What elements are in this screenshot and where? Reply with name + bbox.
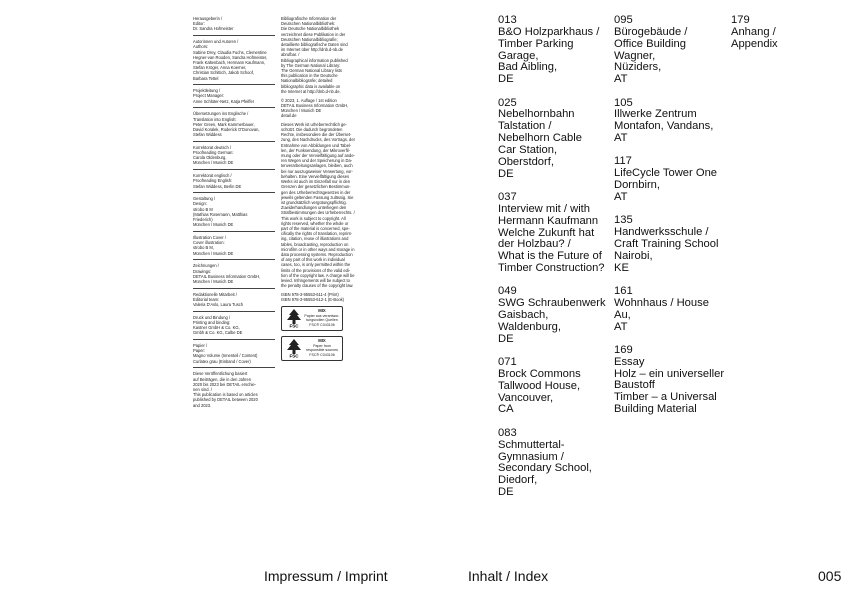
index-entry-title-line: Garage, [498,49,539,62]
imprint-line: Stefan Kröger, Anna Koerner, [193,65,247,71]
index-entry-title-line: Craft Training School [614,238,719,250]
index-entry-title-line: Tallwood House, [498,379,581,392]
index-entry-title-line: AT [614,190,628,203]
imprint-line: Deutschen Nationalbibliografie; [281,36,338,42]
index-page-number: 179 [731,14,750,26]
index-entry-title-line: Au, [614,308,631,321]
fsc-code: FSC® C043106 [309,352,335,357]
index-entry-title-line: Brock Commons [498,367,581,380]
imprint-line: The German National Library lists [281,68,342,74]
footer-index-label: Inhalt / Index [468,568,549,584]
imprint-line: Barbara Tettel [193,75,219,81]
imprint-line: Zeichnungen / [193,263,219,269]
imprint-line: published by DETAIL between 2020 [193,397,258,403]
index-entry [498,15,610,86]
index-entry-title-line: Welche Zukunft hat [498,226,595,239]
fsc-tree-icon [284,338,304,358]
index-entry [498,428,610,499]
imprint-line: Dr. Sandra Hofmeister [193,26,234,32]
imprint-line: jeweils geltenden Fassung zulässig. Sie [281,194,354,200]
fsc-label: MIX [318,338,326,344]
imprint-block [193,196,275,227]
divider [193,311,275,312]
imprint-line: detail.de [281,113,297,119]
index-entry-title-line: Nairobi, [614,249,653,262]
imprint-line: Carola Oldenburg, [193,155,227,161]
imprint-line: Rechte, insbesondere die der Überset- [281,132,352,138]
index-entry [614,98,726,145]
imprint-line: (Mathias Rosemann, Matthias [193,211,248,217]
imprint-line: ren Wegen und der Speicherung in Da- [281,158,353,164]
imprint-block [281,122,367,289]
index-entry-title-line: Waldenburg, [498,320,562,333]
imprint-block [281,16,367,94]
imprint-line: Kastner GmbH & Co. KG, [193,325,240,331]
imprint-line: München / Munich DE [193,222,234,228]
index-entry-title-line: LifeCycle Tower One [614,167,718,180]
fsc-badge [281,336,343,361]
imprint-line: Drawings: [193,268,212,274]
index-entry-title-line: CA [498,403,514,416]
imprint-line: Deutschen Nationalbibliothek: [281,21,336,27]
fsc-label: MIX [318,308,326,314]
index-entry-title-line: Nüziders, [614,61,662,74]
imprint-line: schützt. Die dadurch begründeten [281,127,343,133]
imprint-line: detaillierte bibliografische Daten sind [281,42,348,48]
imprint-line: Gmbh & Co. KG, Calbe DE [193,330,243,336]
imprint-line: bibliographic data is available on [281,83,341,89]
index-entry [498,192,610,275]
imprint-line: Herausgeberin / [193,16,223,21]
svg-text:FSC: FSC [289,353,299,359]
imprint-line: Stefan Widdess, Berlin DE [193,183,242,189]
imprint-line: Printing and binding: [193,319,231,325]
imprint-line: Redaktionelle Mitarbeit / [193,291,237,297]
index-entry-title-line: Nebelhorn Cable [498,132,582,145]
imprint-line: nen sind. / [193,386,212,392]
imprint-line: cases, too, is only permitted within the [281,262,351,268]
imprint-line: Korrektorat deutsch / [193,144,231,150]
fsc-tree-icon [284,308,304,328]
index-entry-title-line: Baustoff [614,379,655,392]
imprint-line: © 2023, 1. Auflage / 1st edition [281,97,337,103]
imprint-line: Hegner-van Rooden, Sandra Hofmeister, [193,54,268,60]
index-entry-title-line: SWG Schraubenwerk [498,297,606,310]
index-entry-title-line: Talstation / [498,120,552,133]
index-entry [498,98,610,181]
divider [193,169,275,170]
imprint-line: strobo B M [193,206,213,212]
imprint-line: rights reserved, whether the whole or [281,220,349,226]
divider [193,339,275,340]
imprint-block [193,145,275,166]
index-entry-title-line: AT [614,73,628,86]
divider [193,107,275,108]
imprint-line: 2020 bis 2023 bei DETAIL erschie- [193,381,257,387]
imprint-block [193,292,275,308]
imprint-line: gen des Urheberrechtsgesetzes in der [281,189,351,195]
imprint-line: microfilm or in other ways and storage in [281,246,355,252]
index-entry-title-line: Essay [614,355,645,368]
imprint-line: of any part of this work in individual [281,257,345,263]
imprint-line: and 2023. [193,402,212,408]
imprint-block [193,111,275,137]
index-column-2 [614,15,726,427]
divider [193,192,275,193]
imprint-line: Bibliographical information published [281,57,348,63]
index-entry-title-line: Gymnasium / [498,450,564,463]
index-entry [498,286,610,345]
index-entry-title-line: Handwerksschule / [614,226,709,239]
imprint-line: abrufbar. / [281,52,300,58]
fsc-line2: tungsvollen Quellen [306,318,338,323]
svg-text:FSC: FSC [289,323,299,329]
index-entry-title-line: Bürogebäude / [614,25,688,38]
index-page-number: 117 [614,155,632,168]
index-entry-title-line: DE [498,167,514,180]
index-entry-title-line: KE [614,261,629,274]
index-entry-title-line: Illwerke Zentrum [614,108,697,121]
index-entry [614,215,726,274]
imprint-line: Gestaltung / [193,196,216,202]
imprint-line: Magno Volume (Innenteil / Content) [193,353,258,359]
index-entry-title-line: AT [614,132,628,145]
imprint-line: ing, citation, reuse of illustrations and [281,236,349,242]
fsc-line2: responsible sources [306,348,338,353]
index-page-number: 161 [614,285,633,298]
index-page-number: 083 [498,426,517,439]
imprint-line: München / Munich DE [193,278,234,284]
imprint-line: Curlatex grau (Einband / Cover) [193,358,251,364]
imprint-line: Autorinnen und Autoren / [193,39,239,45]
imprint-line: Nationalbibliografie; detailed [281,78,333,84]
imprint-block [193,173,275,189]
imprint-line: behalten. Eine Vervielfältigung dieses [281,173,350,179]
imprint-line: by The German National Library: [281,62,341,68]
imprint-line: Peter Green, Mark Kammerbauer, [193,121,255,127]
imprint-line: Bibliografische Information der [281,16,337,21]
imprint-block [193,88,275,104]
imprint-line: Die Deutsche Nationalbibliothek [281,26,340,32]
fsc-line1: Paper from [313,343,331,348]
imprint-line: Design: [193,201,207,207]
imprint-line: mung oder der Vervielfältigung auf ande- [281,153,355,159]
index-entry-title-line: Holz – ein universeller [614,367,725,380]
index-entry-title-line: Timber Construction? [498,262,605,275]
index-page-number: 071 [498,356,517,369]
imprint-line: Christian Schittich, Jakob Schoof, [193,70,254,76]
imprint-line: Project Manager: [193,93,225,99]
imprint-line: im Internet über http://dnb.d-nb.de [281,47,343,53]
index-entry-title-line: der Holzbau? / [498,238,571,251]
imprint-line: David Koralek, Roderick O'Donovan, [193,126,260,132]
imprint-line: DETAIL Business Information GmbH, [193,273,261,279]
fsc-badge [281,306,343,331]
divider [193,84,275,85]
imprint-line: the Internet at http://dnb.d-nb.de. [281,88,341,94]
imprint-block [193,371,275,407]
index-entry-title-line: Wagner, [614,49,656,62]
index-page-number: 105 [614,96,633,109]
divider [193,367,275,368]
imprint-line: München / Munich DE [193,250,234,256]
index-page-number: 025 [498,96,517,109]
index-entry-title-line: Bad Aibling, [498,61,558,74]
imprint-line: tenverarbeitungsanlagen, bleiben, auch [281,163,353,169]
imprint-line: len, der Funksendung, der Mikroverfil- [281,147,350,153]
index-entry-title-line: Schmuttertal- [498,438,565,451]
index-entry-title-line: Building Material [614,403,697,416]
imprint-line: zung, des Nachdrucks, des Vortrags, der [281,137,355,143]
index-entry-title-line: Hermann Kaufmann [498,214,599,227]
imprint-line: ISBN 978-3-95553-612-1 (E-Book) [281,297,345,303]
index-entry-title-line: Secondary School, [498,462,592,475]
imprint-line: Korrektorat englisch / [193,173,232,179]
imprint-line: Cover illustration: [193,240,225,246]
index-entry-title-line: DE [498,73,514,86]
imprint-line: strobo B M, [193,245,214,251]
imprint-left-column [193,16,275,411]
divider [193,141,275,142]
imprint-line: data processing systems. Reproduction [281,251,353,257]
index-entry [614,156,726,203]
imprint-line: tion of the copyright law. A charge will be [281,272,355,278]
index-entry-title-line: Timber Parking [498,37,574,50]
imprint-line: München / Munich DE [281,107,322,113]
fsc-text [304,309,340,327]
imprint-line: Valeria D'Aslo, Laura Tusch [193,302,244,308]
index-entry [614,345,726,416]
divider [193,259,275,260]
imprint-line: Dieses Werk ist urheberrechtlich ge- [281,121,347,127]
index-column-1 [498,15,610,510]
imprint-block [193,343,275,364]
imprint-line: Editorial team: [193,296,220,302]
imprint-line: Proofreading English: [193,178,233,184]
imprint-block [193,315,275,336]
imprint-line: Druck und Bindung / [193,314,231,320]
imprint-line: Editor: [193,21,205,27]
imprint-line: München / Munich DE [193,160,234,166]
imprint-line: Anne Schlüter-Netz, Katja Pfeiffer [193,98,255,104]
imprint-line: bei nur auszugsweiser Verwertung, vor- [281,168,353,174]
fsc-line1: Papier aus verantwor- [304,313,340,318]
imprint-line: levied. Infringements will be subject to [281,277,350,283]
imprint-line: tables, broadcasting, reproduction on [281,241,349,247]
imprint-line: Strafbestimmungen des Urheberrechts. / [281,210,355,216]
index-page-number: 135 [614,214,633,227]
imprint-line: Diese Veröffentlichung basiert [193,371,248,377]
fsc-text [304,339,340,357]
imprint-line: Zuwiderhandlungen unterliegen den [281,205,347,211]
index-page-number: 049 [498,285,517,298]
index-entry-title-line: Oberstdorf, [498,155,554,168]
index-entry [731,15,791,51]
index-entry-title-line: Timber – a Universal [614,391,717,404]
index-entry [614,15,726,86]
index-entry-title-line: Vancouver, [498,391,554,404]
imprint-line: part of the material is concerned, spe- [281,225,350,231]
imprint-line: Übersetzungen ins Englische / [193,111,249,117]
imprint-block [193,263,275,284]
imprint-line: this publication in the Deutsche [281,73,338,79]
index-column-3 [731,15,791,62]
imprint-line: the penalty clauses of the copyright law. [281,283,354,289]
index-entry-title-line: Gaisbach, [498,309,549,322]
imprint-line: Friederich) [193,217,213,223]
imprint-line: verzeichnet diese Publikation in der [281,31,346,37]
imprint-line: ISBN 978-3-95553-611-4 (Print) [281,291,339,297]
imprint-line: Authors: [193,44,209,50]
imprint-line: auf Beiträgen, die in den Jahren [193,376,252,382]
imprint-line: Translation into English: [193,116,237,122]
imprint-line: Illustration Cover / [193,235,226,240]
index-entry [614,286,726,333]
imprint-block [193,235,275,256]
index-entry-title-line: Interview mit / with [498,202,591,215]
imprint-line: DETAIL Business Information GmbH, [281,102,349,108]
imprint-line: This work is subject to copyright. All [281,215,346,221]
imprint-line: Papier / [193,343,208,349]
index-entry-title-line: Car Station, [498,143,558,156]
imprint-line: limits of the provisions of the valid edi- [281,267,351,273]
index-page-number: 169 [614,343,633,356]
imprint-line: Stefan Widdess [193,132,222,138]
page-number: 005 [818,568,842,584]
index-entry [498,357,610,416]
imprint-line: cifically the rights of translation, reprint- [281,231,352,237]
imprint-block [193,16,275,32]
divider [193,288,275,289]
index-entry-title-line: What is the Future of [498,250,602,263]
index-entry-title-line: AT [614,320,628,333]
imprint-line: Grenzen der gesetzlichen Bestimmun- [281,184,351,190]
imprint-line: Frank Kaltenbach, Hermann Kaufmann, [193,59,266,65]
index-entry-title-line: Montafon, Vandans, [614,120,714,133]
imprint-line: Proofreading German: [193,150,234,156]
index-page-number: 095 [614,14,633,26]
imprint-block [193,39,275,81]
imprint-right-column [281,16,367,366]
index-page-number: 013 [498,14,517,26]
imprint-block [281,292,367,302]
fsc-code: FSC® C043106 [309,322,335,327]
index-entry-title-line: Appendix [731,37,778,50]
index-entry-title-line: DE [498,486,514,499]
index-entry-title-line: Wohnhaus / House [614,296,709,309]
index-entry-title-line: Diedorf, [498,474,538,487]
divider [193,231,275,232]
index-entry-title-line: DE [498,332,514,345]
imprint-line: Projektleitung / [193,88,221,94]
index-entry-title-line: Dornbirn, [614,179,661,192]
imprint-block [281,98,367,119]
imprint-line: This publication is based on articles [193,392,258,398]
imprint-line: Entnahme von Abbildungen und Tabel- [281,142,352,148]
imprint-line: Sabine Drey, Claudia Fuchs, Clementine [193,49,267,55]
imprint-line: Werks ist auch im Einzelfall nur in den [281,179,351,185]
index-entry-title-line: Office Building [614,37,686,50]
footer-imprint-label: Impressum / Imprint [264,568,388,584]
imprint-line: Paper: [193,348,206,354]
index-page-number: 037 [498,190,517,203]
divider [193,35,275,36]
index-entry-title-line: Anhang / [731,25,776,38]
imprint-line: ist grundsätzlich vergütungspflichtig. [281,199,347,205]
index-entry-title-line: Nebelhornbahn [498,108,575,121]
index-entry-title-line: B&O Holzparkhaus / [498,25,600,38]
